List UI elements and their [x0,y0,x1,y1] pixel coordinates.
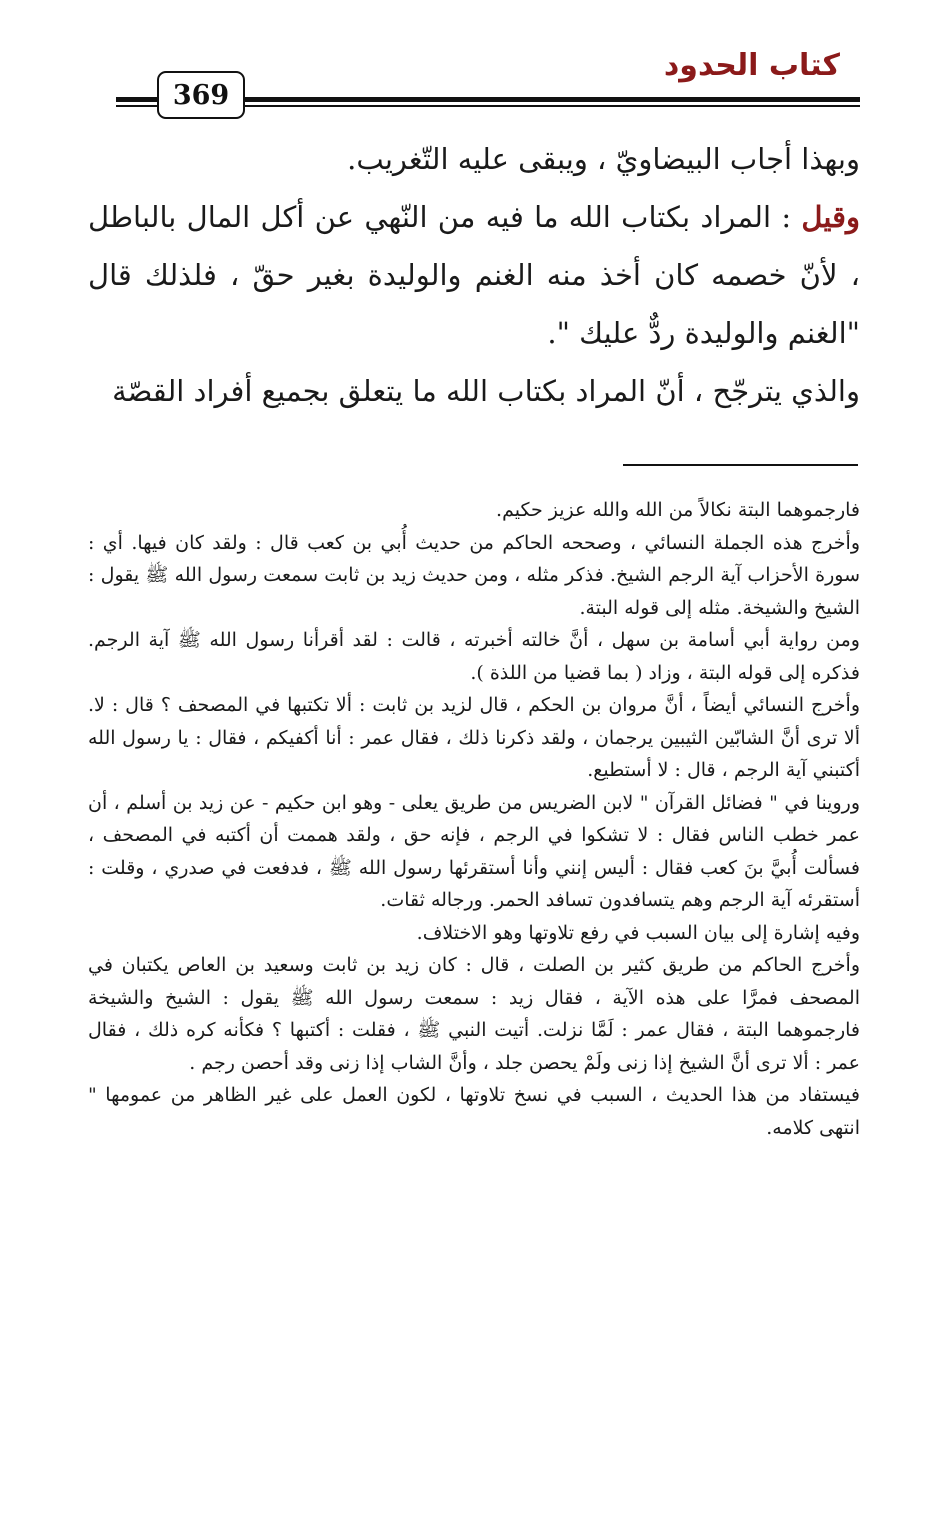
footnote-paragraph: وأخرج هذه الجملة النسائي ، وصححه الحاكم من حديث أُبي بن كعب قال : ولقد كان فيها. أي : سورة الأحزاب آية الرجم الشيخ. فذكر مثله ، ومن حديث زيد بن ثابت سمعت رسول الله ﷺ يقول : الشيخ والشيخة. مثله إلى قوله البتة. [88,531,860,619]
main-text [88,130,860,420]
main-paragraph-1: وبهذا أجاب البيضاويّ ، ويبقى عليه التّغريب. [347,142,860,176]
main-paragraph-2 [88,188,860,362]
book-title: كتاب الحدود [663,48,840,83]
footnote-paragraph: ومن رواية أبي أسامة بن سهل ، أنَّ خالته أخبرته ، قالت : لقد أقرأنا رسول الله ﷺ آية الرجم. فذكره إلى قوله البتة ، وزاد ( بما قضيا من اللذة ). [88,629,860,684]
footnote-paragraph: وروينا في " فضائل القرآن " لابن الضريس من طريق يعلى - وهو ابن حكيم - عن زيد بن أسلم ، أن عمر خطب الناس فقال : لا تشكوا في الرجم ، فإنه حق ، ولقد هممت أن أكتبه في المصحف ، فسألت أُبيَّ بنَ كعب فقال : أليس إنني وأنا أستقرئها رسول الله ﷺ ، فدفعت في صدري ، وقلت : أستقرئه آية الرجم وهم يتسافدون تسافد الحمر. ورجاله ثقات. [88,791,860,911]
footnotes [88,494,860,1144]
qil-keyword: وقيل [801,200,860,234]
page-number: 369 [157,71,245,119]
main-paragraph-3: والذي يترجّح ، أنّ المراد بكتاب الله ما يتعلق بجميع أفراد القصّة [112,374,860,408]
footnote-separator [623,464,858,466]
footnote-paragraph: وفيه إشارة إلى بيان السبب في رفع تلاوتها وهو الاختلاف. [416,921,860,944]
footnote-paragraph: فيستفاد من هذا الحديث ، السبب في نسخ تلاوتها ، لكون العمل على غير الظاهر من عمومها " انتهى كلامه. [88,1084,860,1139]
footnote-paragraph: وأخرج النسائي أيضاً ، أنَّ مروان بن الحكم ، قال لزيد بن ثابت : ألا تكتبها في المصحف ؟ قال : لا. ألا ترى أنَّ الشابّين الثيبين يرجمان ، ولقد ذكرنا ذلك ، فقال عمر : أنا أكفيكم ، فقال : يا رسول الله أكتبني آية الرجم ، قال : لا أستطيع. [88,694,860,781]
footnote-paragraph: فارجموهما البتة نكالاً من الله والله عزيز حكيم. [496,499,860,521]
footnote-paragraph: وأخرج الحاكم من طريق كثير بن الصلت ، قال : كان زيد بن ثابت وسعيد بن العاص يكتبان في المصحف فمرَّا على هذه الآية ، فقال زيد : سمعت رسول الله ﷺ يقول : الشيخ والشيخة فارجموهما البتة ، فقال عمر : لَمَّا نزلت. أتيت النبي ﷺ ، فقلت : أكتبها ؟ فكأنه كره ذلك ، فقال عمر : ألا ترى أنَّ الشيخ إذا زنى ولَمْ يحصن جلد ، وأنَّ الشاب إذا زنى وقد أحصن رجم . [88,954,860,1074]
main-paragraph-2-text: : المراد بكتاب الله ما فيه من النّهي عن أكل المال بالباطل ، لأنّ خصمه كان أخذ منه الغنم والوليدة بغير حقّ ، فلذلك قال "الغنم والوليدة ردٌّ عليك ". [88,200,860,350]
